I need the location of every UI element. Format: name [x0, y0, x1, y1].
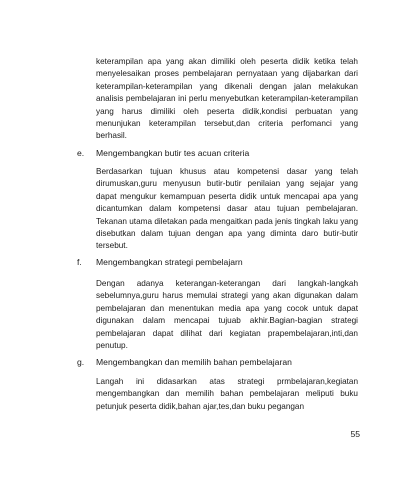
section-g-heading: [77, 356, 367, 368]
intro-paragraph: keterampilan apa yang akan dimiliki oleh peserta didik ketika telah menyelesaikan proses pembelajaran pernyataan yang dijabarkan dari keterampilan-keterampilan yang dikenali dengan jalan melakukan analisis pembelajaran ini perlu menyebutkan keterampilan-keterampilan yang harus dimiliki oleh peserta didik,kondisi perbuatan yang menunjukan keterampilan tersebut,dan criteria perfomanci yang berhasil.: [96, 57, 358, 141]
section-f-body: Dengan adanya keterangan-keterangan dari langkah-langkah sebelumnya,guru harus memulai strategi yang akan digunakan dalam pembelajaran dan menentukan media apa yang cocok untuk dapat digunakan dalam mencapai tujuab akhir.Bagian-bagian strategi pembelajaran dapat dilihat dari kegiatan prapembelajaran,inti,dan penutup.: [96, 279, 358, 351]
section-e-heading: [77, 147, 367, 159]
section-f-marker: f.: [77, 257, 82, 267]
section-g-body: Langah ini didasarkan atas strategi prmbelajaran,kegiatan mengembangkan dan memilih bahan pembelajaran meliputi buku petunjuk peserta didik,bahan ajar,tes,dan buku pegangan: [96, 377, 358, 411]
section-e-body: Berdasarkan tujuan khusus atau kompetensi dasar yang telah dirumuskan,guru menyusun butir-butir penilaian yang sejajar yang dapat mengukur kemampuan peserta didik untuk mencapai apa yang dicantumkan dalam kompetensi dasar atau tujuan pembelajaran. Tekanan utama diletakan pada mengaitkan pada jenis tingkah laku yang disebutkan dalam tujuan dengan apa yang diminta daro butir-butir tersebut.: [96, 167, 358, 251]
section-f-heading: [77, 256, 367, 268]
section-g-title: Mengembangkan dan memilih bahan pembelajaran: [96, 357, 292, 367]
section-e-title: Mengembangkan butir tes acuan criteria: [96, 148, 250, 158]
page-number: 55: [350, 429, 360, 439]
section-e-marker: e.: [77, 148, 85, 158]
section-f-title: Mengembangkan strategi pembelajarn: [96, 257, 243, 267]
section-g-marker: g.: [77, 357, 85, 367]
